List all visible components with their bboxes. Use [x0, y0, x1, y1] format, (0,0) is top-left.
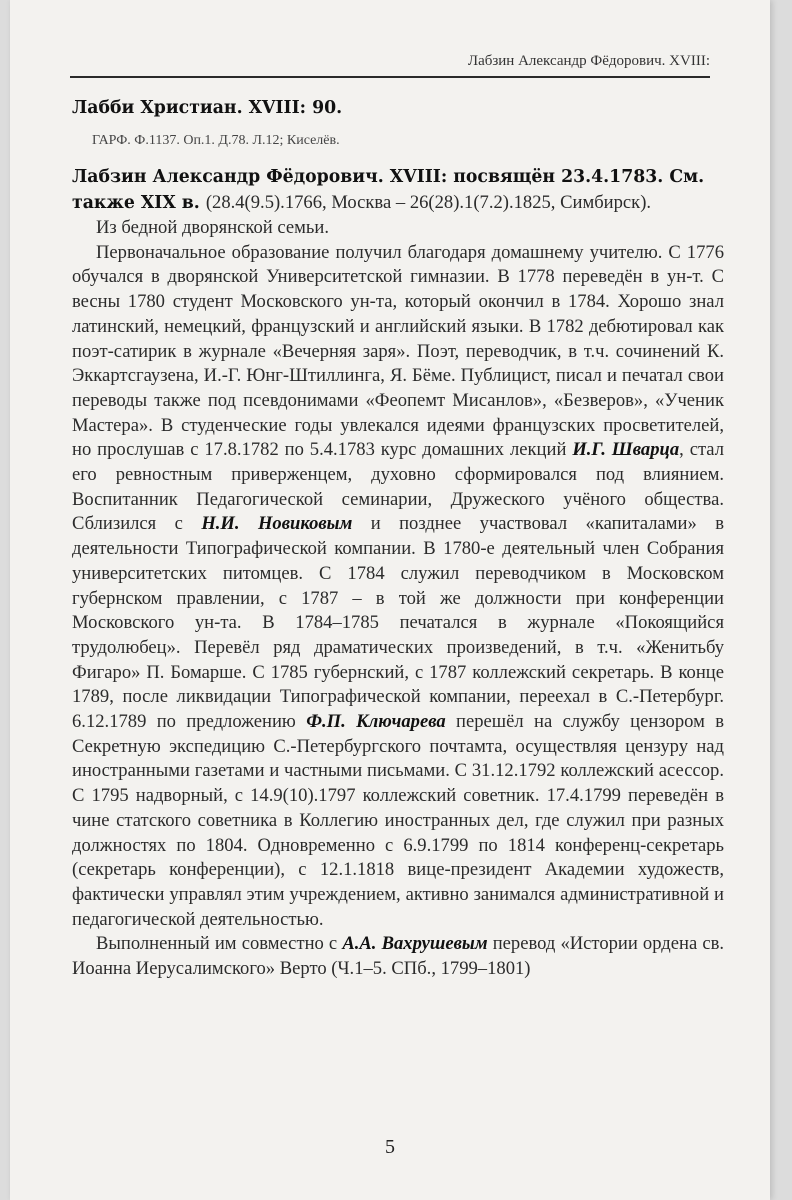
paragraph-biography [72, 241, 724, 933]
biography-text-1: Первоначальное образование получил благодаря домашнему учителю. С 1776 обучался в дворянской Университетской гимназии. В 1778 переведён в ун-т. С весны 1780 студент Московского ун-та, который окончил в 1784. Хорошо знал латинский, немецкий, французский и английский языки. В 1782 дебютировал как поэт-сатирик в журнале «Вечерняя заря». Поэт, переводчик, в т.ч. сочинений К. Эккартсгаузена, И.-Г. Юнг-Штиллинга, Я. Бёме. Публицист, писал и печатал свои переводы также под псевдонимами «Феопемт Мисанлов», «Безверов», «Ученик Мастера». В студенческие годы увлекался идеями французских просветителей, но прослушав с 17.8.1782 по 5.4.1783 курс домашних лекций [72, 241, 724, 461]
biography-text-4: перешёл на службу цензором в Секретную экспедицию С.-Петербургского почтамта, осуществляя цензуру над иностранными газетами и частными письмами. С 31.12.1792 коллежский асессор. С 1795 надворный, с 14.9(10).1797 коллежский советник. 17.4.1799 переведён в чине статского советника в Коллегию иностранных дел, где служил при разных должностях по 1804. Одновременно с 6.9.1799 по 1814 конференц-секретарь (секретарь конференции), с 12.1.1818 вице-президент Академии художеств, фактически управлял этим учреждением, активно занимался административной и педагогической деятельностью. [72, 711, 724, 930]
running-head-text: Лабзин Александр Фёдорович. XVIII: [467, 53, 710, 69]
biography-text-3: и позднее участвовал «капиталами» в деятельности Типографической компании. В 1780-е деятельный член Собрания университетских питомцев. С 1784 служил переводчиком в Московском губернском правлении, с 1787 – в той же должности при конференции Московского ун-та. В 1784–1785 печатался в журнале «Покоящийся трудолюбец». Перевёл ряд драматических произведений, в т.ч. «Женитьбу Фигаро» П. Бомарше. С 1785 губернский, с 1787 коллежский секретарь. В конце 1789, после ликвидации Типографической компании, переехал в С.-Петербург. 6.12.1789 по предложению [72, 513, 724, 733]
paragraph-origin: Из бедной дворянской семьи. [96, 217, 329, 238]
life-dates: (28.4(9.5).1766, Москва – 26(28).1(7.2).1825, Симбирск). [205, 192, 652, 213]
page-content [72, 96, 724, 982]
person-name-vakhrushev: А.А. Вахрушевым [342, 933, 488, 955]
person-name-shvarts: И.Г. Шварца [572, 439, 680, 461]
paragraph-translation [72, 932, 724, 981]
archive-reference: ГАРФ. Ф.1137. Оп.1. Д.78. Л.12; Киселёв. [92, 133, 340, 148]
translation-text-1: Выполненный им совместно с [96, 933, 338, 955]
entry-heading-labzin [72, 165, 724, 216]
entry-heading-labbi: Лабби Христиан. XVIII: 90. [72, 98, 343, 118]
person-name-klyucharev: Ф.П. Ключарева [306, 711, 446, 733]
entry-heading-labzin-title: Лабзин Александр Фёдорович. XVIII: посвящён 23.4.1783. См. также XIX в. [72, 167, 705, 213]
biography-text-2: , стал его ревностным приверженцем, духовно сформировался под влиянием. Воспитанник Педагогической семинарии, Дружеского учёного общества. Сблизился с [72, 439, 725, 535]
page-number: 5 [385, 1136, 395, 1158]
running-head [70, 42, 710, 78]
translation-text-2: перевод «Истории ордена св. Иоанна Иерусалимского» Верто (Ч.1–5. СПб., 1799–1801) [72, 933, 725, 980]
person-name-novikov: Н.И. Новиковым [201, 513, 353, 535]
book-page [10, 0, 770, 1200]
